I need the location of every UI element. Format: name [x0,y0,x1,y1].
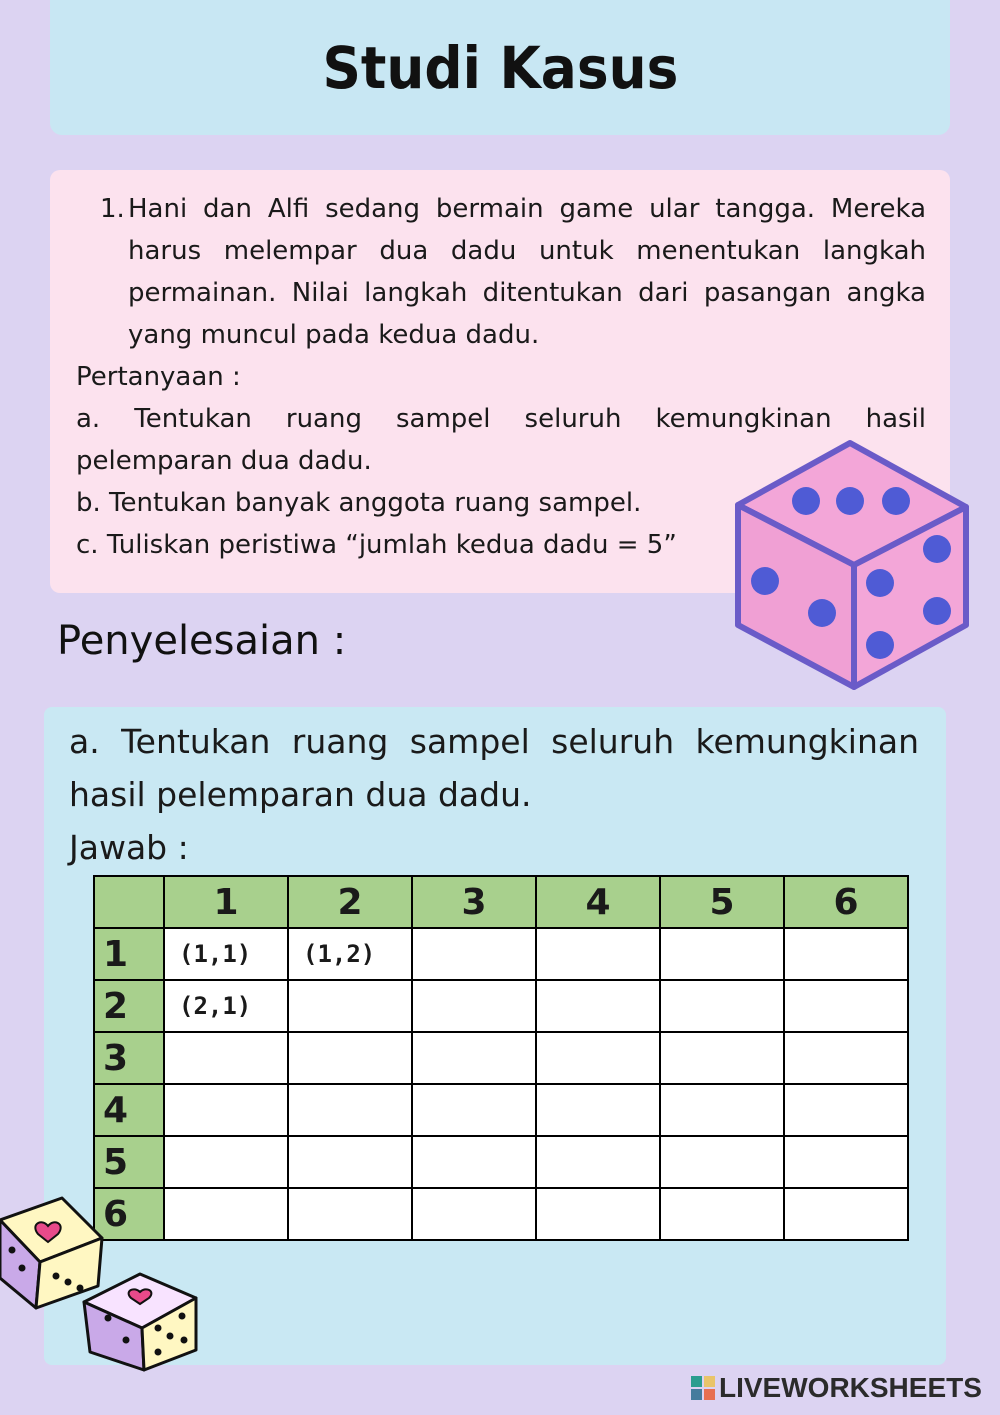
answer-cell[interactable] [412,1136,536,1188]
answer-cell[interactable] [536,1084,660,1136]
answer-question: a. Tentukan ruang sampel seluruh kemungkinan hasil pelemparan dua dadu. [69,722,919,814]
table-row [94,928,908,980]
question-c: c. Tuliskan peristiwa “jumlah kedua dadu = 5” [76,530,677,560]
liveworksheets-logo-icon [690,1375,716,1401]
answer-text [69,715,919,874]
answer-cell[interactable] [288,1084,412,1136]
table-row [94,1032,908,1084]
answer-cell[interactable]: (1,2) [288,928,412,980]
small-dice-illustration [0,1190,205,1375]
answer-cell[interactable] [660,1032,784,1084]
answer-cell[interactable] [784,928,908,980]
page-title: Studi Kasus [322,33,678,102]
col-header: 6 [784,876,908,928]
answer-cell[interactable] [412,1032,536,1084]
col-header: 4 [536,876,660,928]
answer-cell[interactable] [412,1188,536,1240]
answer-cell[interactable] [536,1032,660,1084]
col-header: 2 [288,876,412,928]
table-header-row [94,876,908,928]
table-row [94,1188,908,1240]
answer-cell[interactable] [660,1136,784,1188]
answer-cell[interactable] [164,1032,288,1084]
table-row [94,1084,908,1136]
problem-body: Hani dan Alfi sedang bermain game ular tangga. Mereka harus melempar dua dadu untuk menentukan langkah permainan. Nilai langkah ditentukan dari pasangan angka yang muncul pada kedua dadu. [128,194,926,350]
answer-cell[interactable] [660,928,784,980]
brand-name: LIVEWORKSHEETS [719,1372,982,1403]
sample-space-table [93,875,909,1241]
question-label: Pertanyaan : [76,362,241,392]
answer-cell[interactable] [412,980,536,1032]
answer-cell[interactable] [288,1032,412,1084]
answer-cell[interactable] [784,1188,908,1240]
answer-cell[interactable] [288,980,412,1032]
col-header: 1 [164,876,288,928]
answer-cell[interactable] [164,1136,288,1188]
brand-logo [690,1372,982,1404]
row-header: 3 [94,1032,164,1084]
answer-cell[interactable]: (2,1) [164,980,288,1032]
col-header: 5 [660,876,784,928]
solution-label: Penyelesaian : [57,618,347,664]
jawab-label: Jawab : [69,828,189,867]
table-row [94,1136,908,1188]
answer-cell[interactable]: (1,1) [164,928,288,980]
question-a: a. Tentukan ruang sampel seluruh kemungkinan hasil pelemparan dua dadu. [76,404,926,476]
answer-cell[interactable] [660,1084,784,1136]
row-header: 1 [94,928,164,980]
answer-cell[interactable] [536,1136,660,1188]
row-header: 2 [94,980,164,1032]
answer-cell[interactable] [784,1084,908,1136]
answer-cell[interactable] [536,1188,660,1240]
answer-cell[interactable] [784,1032,908,1084]
problem-number: 1. [100,194,125,224]
answer-cell[interactable] [288,1188,412,1240]
title-banner [50,0,950,135]
answer-cell[interactable] [412,928,536,980]
answer-cell[interactable] [660,1188,784,1240]
row-header: 5 [94,1136,164,1188]
question-b: b. Tentukan banyak anggota ruang sampel. [76,488,642,518]
answer-cell[interactable] [164,1084,288,1136]
answer-cell[interactable] [660,980,784,1032]
large-dice-illustration [730,435,975,695]
col-header: 3 [412,876,536,928]
answer-cell[interactable] [536,928,660,980]
row-header: 4 [94,1084,164,1136]
answer-cell[interactable] [288,1136,412,1188]
table-corner [94,876,164,928]
answer-cell[interactable] [784,980,908,1032]
problem-statement [76,188,926,356]
row-header: 6 [94,1188,164,1240]
answer-cell[interactable] [784,1136,908,1188]
answer-cell[interactable] [412,1084,536,1136]
table-row [94,980,908,1032]
answer-cell[interactable] [536,980,660,1032]
